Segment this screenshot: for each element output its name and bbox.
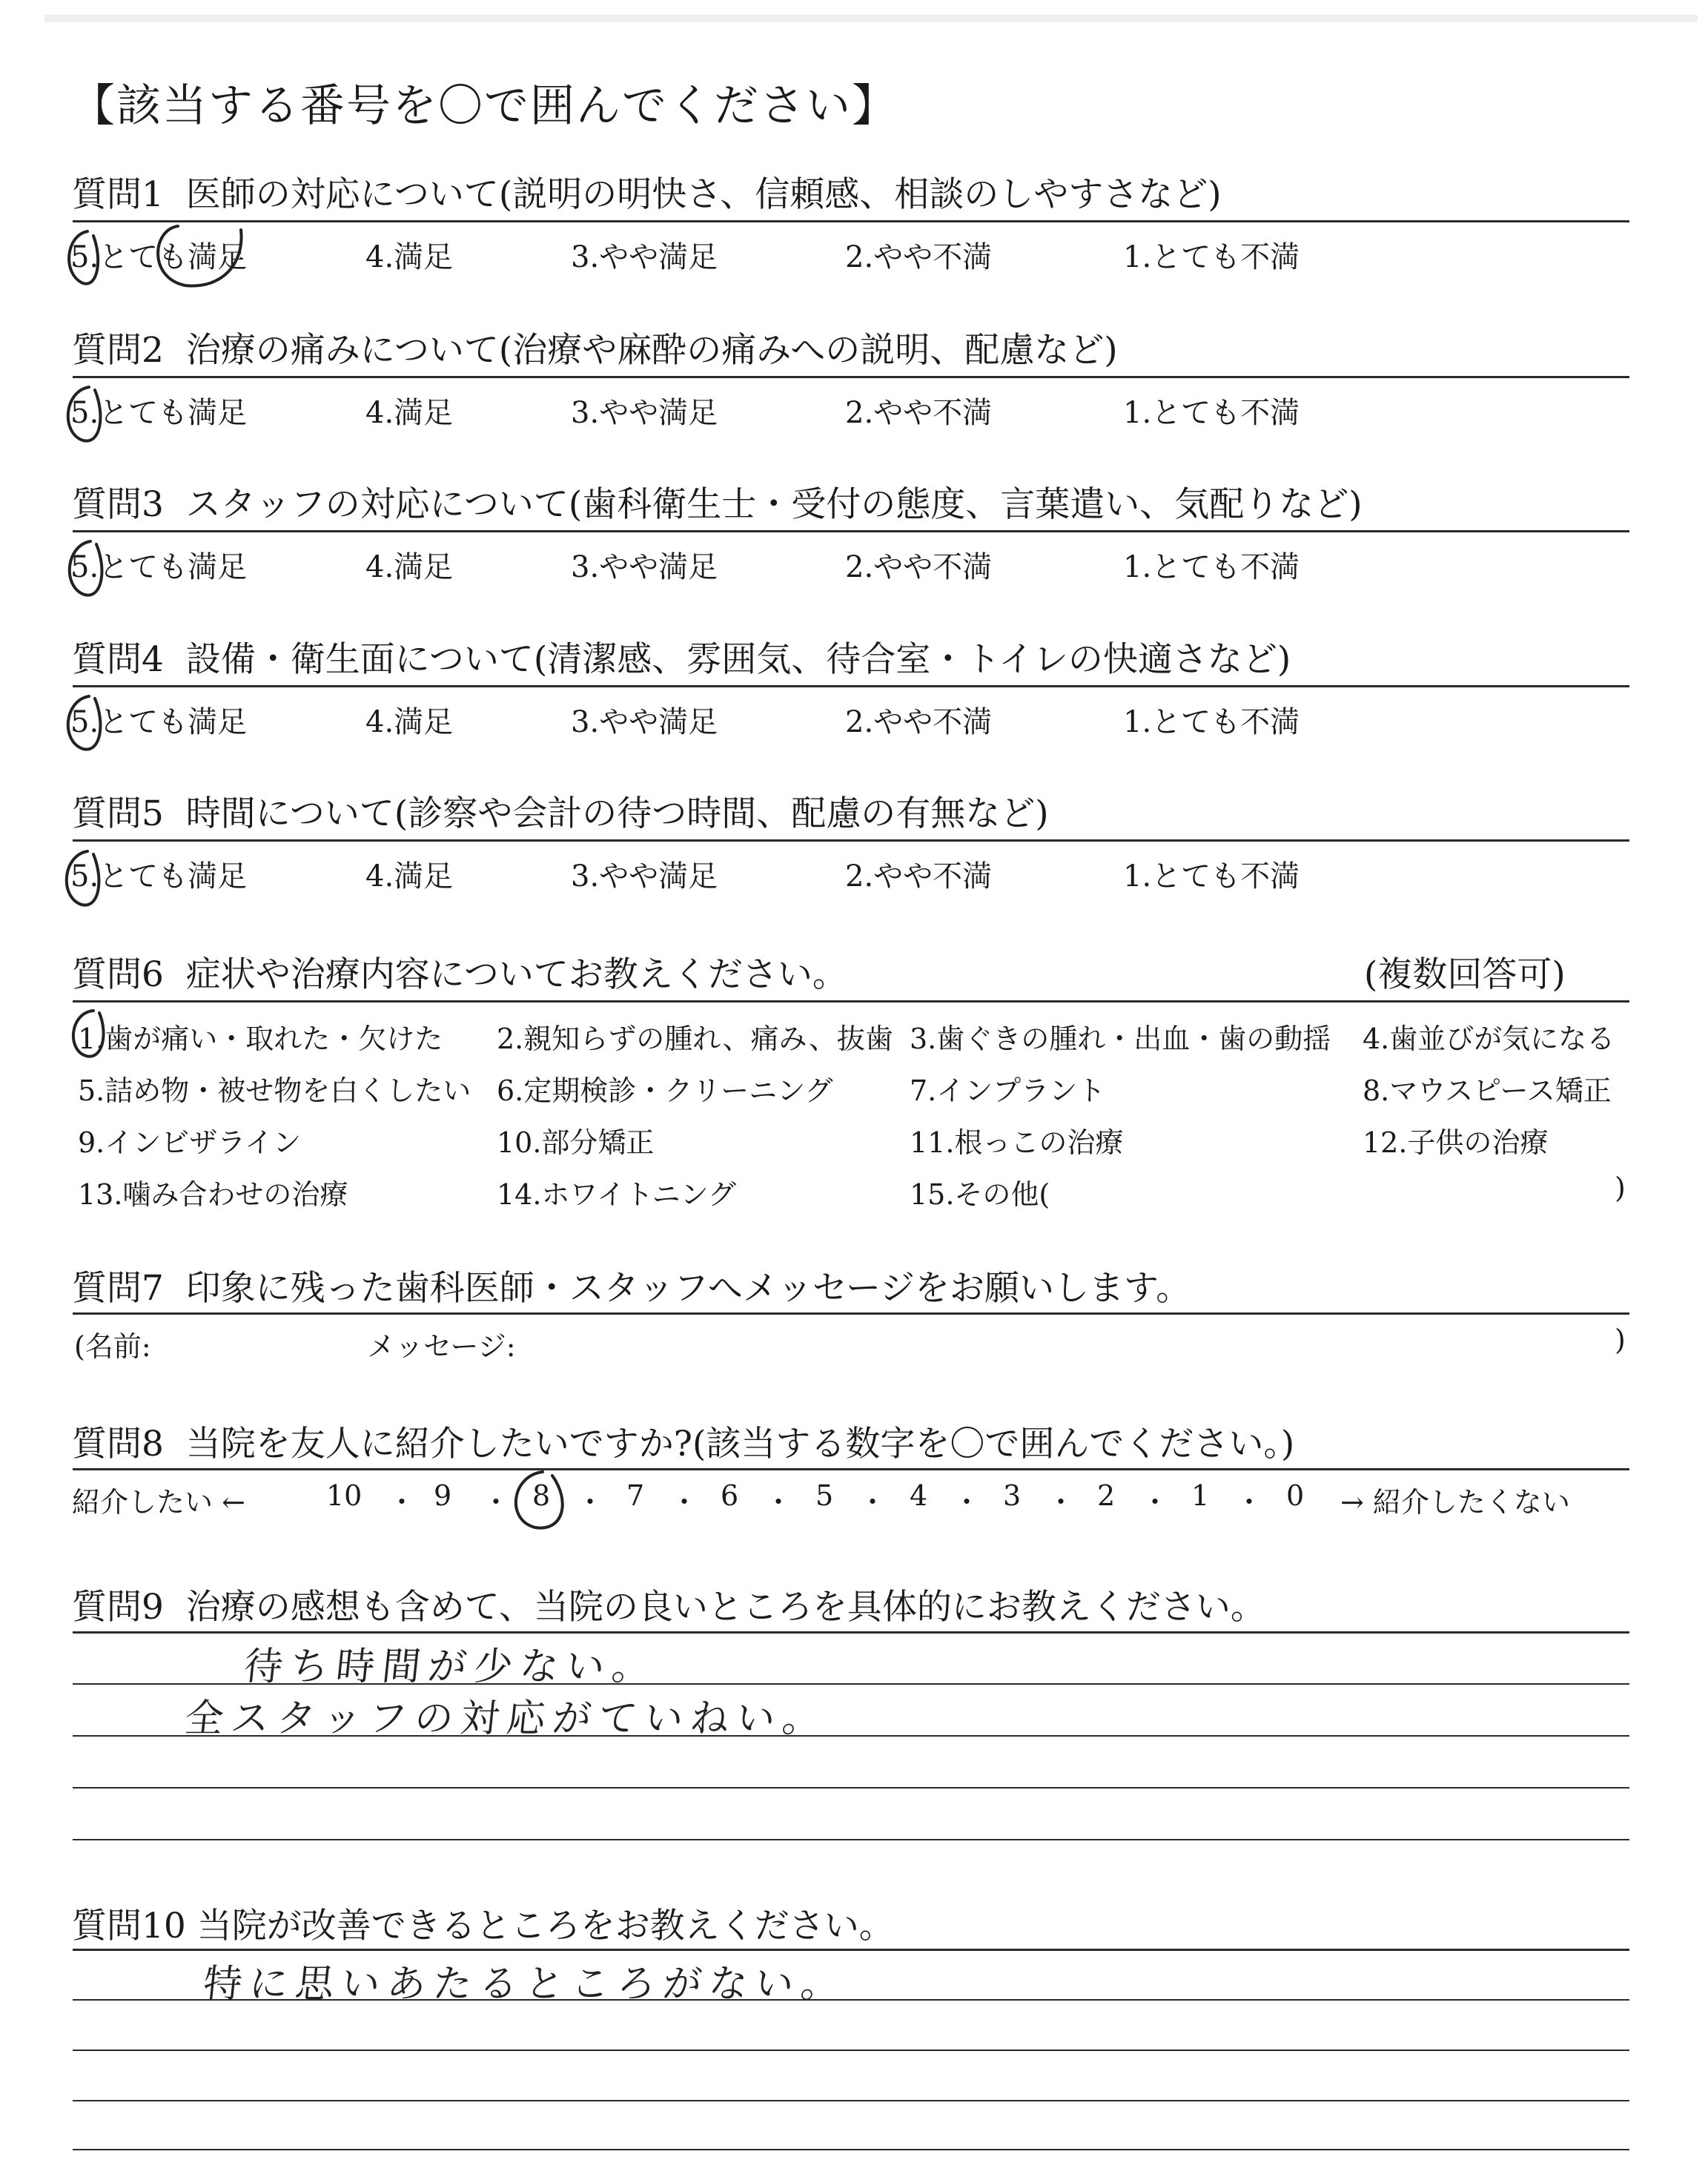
q2-option-3[interactable]: 3.やや満足 [571, 396, 718, 430]
q6-option-12[interactable]: 12.子供の治療 [1363, 1126, 1549, 1159]
question-9-number: 質問9 [72, 1587, 164, 1628]
q4-option-2[interactable]: 2.やや不満 [845, 705, 993, 739]
q6-option-15[interactable]: 15.その他( [910, 1178, 1050, 1211]
q3-option-1[interactable]: 1.とても不満 [1123, 550, 1300, 584]
question-4 [72, 632, 1291, 681]
question-6 [72, 947, 847, 997]
q8-separator: ・ [576, 1486, 605, 1519]
q1-option-2[interactable]: 2.やや不満 [845, 240, 993, 274]
question-6-rule [73, 1000, 1629, 1003]
q1-option-5[interactable]: 5.とても満足 [70, 240, 248, 274]
question-5-text: 時間について(診察や会計の待つ時間、配慮の有無など) [185, 793, 1049, 834]
q6-option-2[interactable]: 2.親知らずの腫れ、痛み、抜歯 [497, 1023, 893, 1055]
question-8-rule [73, 1468, 1629, 1470]
question-8-number: 質問8 [72, 1424, 164, 1464]
q3-option-2[interactable]: 2.やや不満 [845, 550, 993, 584]
question-3-number: 質問3 [72, 484, 164, 525]
q6-option-4[interactable]: 4.歯並びが気になる [1363, 1023, 1615, 1055]
q7-message-label: メッセージ: [367, 1330, 516, 1363]
q6-option-14[interactable]: 14.ホワイトニング [497, 1178, 737, 1211]
question-7-rule [73, 1312, 1629, 1315]
q1-option-3[interactable]: 3.やや満足 [571, 240, 718, 274]
question-2-text: 治療の痛みについて(治療や麻酔の痛みへの説明、配慮など) [185, 330, 1118, 371]
question-3-text: スタッフの対応について(歯科衛生士・受付の態度、言葉遣い、気配りなど) [185, 484, 1363, 525]
q6-option-11[interactable]: 11.根っこの治療 [910, 1126, 1124, 1159]
q5-option-4[interactable]: 4.満足 [365, 859, 454, 894]
form-title: 【該当する番号を〇で囲んでください】 [70, 80, 898, 132]
q8-scale-10[interactable]: 10 [326, 1479, 363, 1512]
q2-option-2[interactable]: 2.やや不満 [845, 396, 993, 430]
question-4-rule [73, 685, 1629, 687]
q8-scale-8[interactable]: 8 [532, 1479, 551, 1512]
question-8-text: 当院を友人に紹介したいですか?(該当する数字を〇で囲んでください。) [185, 1424, 1295, 1464]
question-10-number: 質問10 [72, 1906, 186, 1946]
q8-left-label: 紹介したい ← [72, 1486, 245, 1519]
question-7-text: 印象に残った歯科医師・スタッフへメッセージをお願いします。 [185, 1268, 1191, 1309]
question-7-number: 質問7 [72, 1268, 164, 1309]
question-9-rule [73, 1631, 1629, 1634]
answer-line [73, 1839, 1629, 1840]
q7-name-label: (名前: [74, 1330, 151, 1363]
q8-separator: ・ [858, 1486, 887, 1519]
question-8 [72, 1416, 1294, 1466]
q6-option-5[interactable]: 5.詰め物・被せ物を白くしたい [78, 1074, 471, 1107]
q7-close: ) [1615, 1324, 1626, 1356]
q4-option-1[interactable]: 1.とても不満 [1123, 705, 1300, 739]
q6-option-15-close: ) [1615, 1172, 1626, 1204]
q8-scale-9[interactable]: 9 [434, 1479, 452, 1512]
question-3 [72, 477, 1363, 526]
q6-option-6[interactable]: 6.定期検診・クリーニング [497, 1074, 833, 1107]
question-2-rule [73, 376, 1629, 378]
q2-option-4[interactable]: 4.満足 [365, 396, 454, 430]
q8-separator: ・ [1141, 1486, 1170, 1519]
question-9 [72, 1579, 1265, 1629]
q8-scale-2[interactable]: 2 [1097, 1479, 1116, 1512]
question-1-text: 医師の対応について(説明の明快さ、信頼感、相談のしやすさなど) [185, 174, 1222, 215]
question-10-rule [73, 1949, 1629, 1951]
q8-separator: ・ [764, 1486, 793, 1519]
q6-option-1[interactable]: 1.歯が痛い・取れた・欠けた [78, 1023, 443, 1055]
q6-option-9[interactable]: 9.インビザライン [78, 1126, 302, 1159]
question-4-number: 質問4 [72, 639, 164, 680]
q1-option-4[interactable]: 4.満足 [365, 240, 454, 274]
q9-answer-line-2: 全スタッフの対応がていねい。 [182, 1697, 831, 1741]
q8-scale-6[interactable]: 6 [721, 1479, 739, 1512]
q5-option-1[interactable]: 1.とても不満 [1123, 859, 1300, 894]
q4-option-5[interactable]: 5.とても満足 [70, 705, 248, 739]
q8-separator: ・ [1047, 1486, 1076, 1519]
question-5-number: 質問5 [72, 793, 164, 834]
q3-option-3[interactable]: 3.やや満足 [571, 550, 718, 584]
q6-option-7[interactable]: 7.インプラント [910, 1074, 1106, 1107]
question-10 [72, 1898, 894, 1948]
q2-option-1[interactable]: 1.とても不満 [1123, 396, 1300, 430]
q3-option-4[interactable]: 4.満足 [365, 550, 454, 584]
q1-option-1[interactable]: 1.とても不満 [1123, 240, 1300, 274]
answer-line [73, 2050, 1629, 2051]
question-1-rule [73, 220, 1629, 222]
answer-line [73, 2100, 1629, 2101]
q8-scale-5[interactable]: 5 [815, 1479, 834, 1512]
question-5-rule [73, 839, 1629, 842]
q8-scale-0[interactable]: 0 [1286, 1479, 1305, 1512]
question-6-number: 質問6 [72, 954, 164, 995]
q6-option-13[interactable]: 13.噛み合わせの治療 [78, 1178, 348, 1211]
q8-separator: ・ [482, 1486, 511, 1519]
q8-scale-1[interactable]: 1 [1191, 1479, 1210, 1512]
scan-top-edge [44, 15, 1698, 22]
q8-right-label: → 紹介したくない [1340, 1486, 1570, 1519]
question-5 [72, 786, 1049, 836]
q8-scale-7[interactable]: 7 [626, 1479, 645, 1512]
q8-separator: ・ [953, 1486, 982, 1519]
q6-option-3[interactable]: 3.歯ぐきの腫れ・出血・歯の動揺 [910, 1023, 1331, 1055]
question-9-text: 治療の感想も含めて、当院の良いところを具体的にお教えください。 [185, 1587, 1265, 1628]
q9-answer-line-1: 待ち時間が少ない。 [242, 1645, 661, 1689]
question-7 [72, 1261, 1191, 1310]
q8-separator: ・ [388, 1486, 417, 1519]
q5-option-2[interactable]: 2.やや不満 [845, 859, 993, 894]
q8-separator: ・ [1235, 1486, 1264, 1519]
question-4-text: 設備・衛生面について(清潔感、雰囲気、待合室・トイレの快適さなど) [185, 639, 1291, 680]
question-10-text: 当院が改善できるところをお教えください。 [196, 1906, 894, 1946]
question-6-text: 症状や治療内容についてお教えください。 [185, 954, 847, 995]
question-2 [72, 323, 1118, 372]
answer-line [73, 1787, 1629, 1789]
question-1-number: 質問1 [72, 174, 164, 215]
q10-answer-line-1: 特に思いあたるところがない。 [201, 1962, 850, 2007]
q3-option-5[interactable]: 5.とても満足 [70, 550, 248, 584]
q8-separator: ・ [670, 1486, 699, 1519]
question-1 [72, 167, 1222, 217]
q5-option-3[interactable]: 3.やや満足 [571, 859, 718, 894]
answer-line [73, 2149, 1629, 2150]
q6-option-10[interactable]: 10.部分矯正 [497, 1126, 655, 1159]
question-2-number: 質問2 [72, 330, 164, 371]
question-3-rule [73, 530, 1629, 532]
q4-option-3[interactable]: 3.やや満足 [571, 705, 718, 739]
q8-scale-4[interactable]: 4 [910, 1479, 928, 1512]
q5-option-5[interactable]: 5.とても満足 [70, 859, 248, 894]
q8-scale-3[interactable]: 3 [1003, 1479, 1022, 1512]
q2-option-5[interactable]: 5.とても満足 [70, 396, 248, 430]
q4-option-4[interactable]: 4.満足 [365, 705, 454, 739]
q6-option-8[interactable]: 8.マウスピース矯正 [1363, 1074, 1612, 1107]
question-6-note: (複数回答可) [1364, 954, 1566, 995]
